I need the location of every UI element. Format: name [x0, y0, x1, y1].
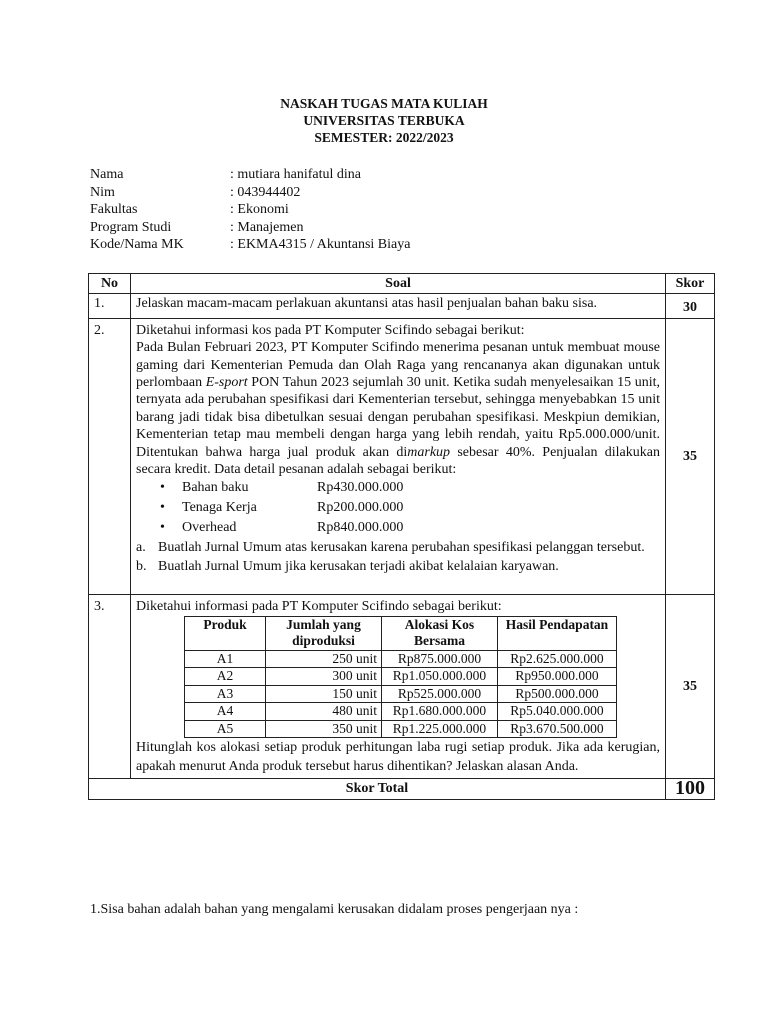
header-line-2: UNIVERSITAS TERBUKA — [303, 113, 465, 128]
cell-produk: A3 — [185, 685, 266, 703]
bullet-icon: • — [160, 480, 165, 496]
cost-name: Overhead — [182, 520, 237, 536]
header-line-3: SEMESTER: 2022/2023 — [314, 130, 454, 145]
question-intro: Diketahui informasi pada PT Komputer Scifindo sebagai berikut: — [136, 599, 502, 615]
header-no: No — [89, 274, 131, 294]
sub-question-text: Buatlah Jurnal Umum atas kerusakan karena perubahan spesifikasi pelanggan tersebut. — [158, 540, 645, 556]
cell-produk: A2 — [185, 668, 266, 686]
header-alokasi: Alokasi Kos Bersama — [382, 616, 498, 650]
cell-jumlah: 250 unit — [266, 650, 382, 668]
info-value: : mutiara hanifatul dina — [230, 167, 362, 182]
info-label: Kode/Nama MK — [90, 237, 184, 252]
document-header — [0, 95, 768, 146]
cell-alokasi: Rp1.680.000.000 — [382, 703, 498, 721]
question-outro: Hitunglah kos alokasi setiap produk perhitungan laba rugi setiap produk. Jika ada kerugian, apakah menurut Anda produk tersebut harus dihentikan? Jelaskan alasan Anda. — [136, 740, 660, 775]
cell-produk: A4 — [185, 703, 266, 721]
question-table-header — [89, 274, 715, 294]
question-score: 35 — [666, 595, 715, 779]
header-produk: Produk — [185, 616, 266, 650]
info-row-kode-mk — [90, 236, 410, 254]
info-label: Fakultas — [90, 202, 138, 217]
paragraph-emphasis: markup — [407, 444, 451, 460]
cost-value: Rp430.000.000 — [317, 480, 404, 496]
list-item — [160, 498, 660, 518]
cell-hasil: Rp5.040.000.000 — [498, 703, 617, 721]
question-score: 35 — [666, 318, 715, 595]
list-item — [160, 478, 660, 498]
sub-question-key: a. — [136, 540, 146, 556]
info-row-fakultas — [90, 201, 410, 219]
cell-hasil: Rp950.000.000 — [498, 668, 617, 686]
question-number: 1. — [89, 294, 131, 318]
info-label: Nama — [90, 167, 124, 182]
cell-alokasi: Rp525.000.000 — [382, 685, 498, 703]
question-row-1 — [89, 294, 715, 318]
cell-produk: A5 — [185, 720, 266, 738]
cost-value: Rp840.000.000 — [317, 520, 404, 536]
info-value: : Ekonomi — [230, 202, 289, 217]
header-hasil: Hasil Pendapatan — [498, 616, 617, 650]
cell-jumlah: 150 unit — [266, 685, 382, 703]
cell-hasil: Rp2.625.000.000 — [498, 650, 617, 668]
product-table — [184, 616, 617, 739]
answer-text: 1.Sisa bahan adalah bahan yang mengalami kerusakan didalam proses pengerjaan nya : — [90, 902, 579, 917]
table-row — [185, 668, 617, 686]
table-row — [185, 720, 617, 738]
cost-name: Tenaga Kerja — [182, 500, 257, 516]
sub-question-key: b. — [136, 559, 147, 575]
question-paragraph — [136, 339, 660, 478]
info-label: Nim — [90, 184, 115, 200]
table-row — [185, 650, 617, 668]
info-row-program-studi — [90, 219, 410, 237]
total-score: 100 — [666, 779, 715, 799]
cost-value: Rp200.000.000 — [317, 500, 404, 516]
info-value: : EKMA4315 / Akuntansi Biaya — [230, 237, 411, 252]
question-text: Jelaskan macam-macam perlakuan akuntansi atas hasil penjualan bahan baku sisa. — [131, 294, 666, 318]
question-number: 2. — [89, 318, 131, 595]
sub-question-b — [136, 557, 660, 576]
question-row-2 — [89, 318, 715, 595]
paragraph-emphasis: E-sport — [205, 375, 248, 391]
total-row — [89, 779, 715, 799]
question-table — [88, 273, 715, 800]
paragraph-part: PON Tahun 2023 sejumlah 30 unit. Ketika sudah menyelesaikan 15 unit, ternyata ada perubahan spesifikasi dari Kementerian tersebut, sehingga menyebabkan 15 unit barang jadi tidak bisa dibetulkan sesuai dengan perubahan spesifikasi. Meskpiun demikian, Kementerian tetap mau membeli dengan harga yang lebih rendah, yaitu Rp5.000.000/unit. Ditentukan bahwa harga jual produk akan di — [136, 375, 661, 460]
info-value: : Manajemen — [230, 219, 304, 235]
cell-alokasi: Rp1.225.000.000 — [382, 720, 498, 738]
cell-alokasi: Rp1.050.000.000 — [382, 668, 498, 686]
bullet-icon: • — [160, 500, 165, 516]
table-row — [185, 703, 617, 721]
cost-list — [136, 478, 660, 538]
sub-question-text: Buatlah Jurnal Umum jika kerusakan terjadi akibat kelalaian karyawan. — [158, 559, 559, 575]
student-info — [90, 166, 410, 254]
question-body — [131, 318, 666, 595]
sub-question-a — [136, 538, 660, 557]
cost-name: Bahan baku — [182, 480, 249, 496]
header-line-1: NASKAH TUGAS MATA KULIAH — [280, 96, 488, 111]
question-body — [131, 595, 666, 779]
question-score: 30 — [666, 294, 715, 318]
cell-hasil: Rp3.670.500.000 — [498, 720, 617, 738]
info-row-nim — [90, 184, 410, 202]
total-label: Skor Total — [89, 779, 666, 799]
product-table-header — [185, 616, 617, 650]
bullet-icon: • — [160, 520, 165, 536]
header-jumlah: Jumlah yang diproduksi — [266, 616, 382, 650]
cell-hasil: Rp500.000.000 — [498, 685, 617, 703]
question-row-3 — [89, 595, 715, 779]
table-row — [185, 685, 617, 703]
paragraph-part: Pada Bulan Februari 2023, PT Komputer Scifindo menerima pesanan untuk membuat mouse gaming dari Kementerian Pemuda dan Olah Raga yang rencananya akan digunakan untuk perlombaan — [136, 340, 660, 391]
info-value: : 043944402 — [230, 184, 301, 200]
header-soal: Soal — [131, 274, 666, 294]
cell-jumlah: 350 unit — [266, 720, 382, 738]
cell-jumlah: 300 unit — [266, 668, 382, 686]
cell-produk: A1 — [185, 650, 266, 668]
header-skor: Skor — [666, 274, 715, 294]
info-row-nama — [90, 166, 410, 184]
cell-alokasi: Rp875.000.000 — [382, 650, 498, 668]
cell-jumlah: 480 unit — [266, 703, 382, 721]
info-label: Program Studi — [90, 219, 172, 235]
question-intro: Diketahui informasi kos pada PT Komputer Scifindo sebagai berikut: — [136, 322, 525, 338]
question-number: 3. — [89, 595, 131, 779]
paragraph-part: sebesar 40%. Penjualan dilakukan secara kredit. Data detail pesanan adalah sebagai berikut: — [136, 444, 660, 478]
list-item — [160, 518, 660, 538]
